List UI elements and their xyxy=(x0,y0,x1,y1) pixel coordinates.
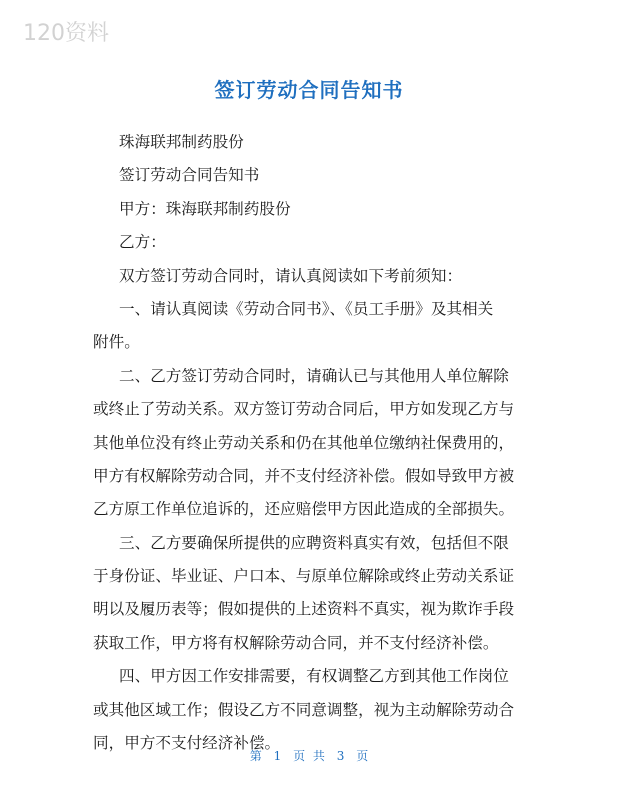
text-line: 同，甲方不支付经济补偿。 xyxy=(93,734,281,753)
text-line: 签订劳动合同告知书 xyxy=(119,166,260,185)
text-line: 于身份证、毕业证、户口本、与原单位解除或终止劳动关系证 xyxy=(93,567,515,586)
footer-total-pages: 3 xyxy=(336,749,345,763)
text-line: 明以及履历表等；假如提供的上述资料不真实，视为欺诈手段 xyxy=(93,600,515,619)
footer-middle: 页 共 xyxy=(293,749,325,763)
text-line: 三、乙方要确保所提供的应聘资料真实有效，包括但不限 xyxy=(119,533,509,552)
page-footer xyxy=(0,747,618,764)
text-line: 乙方： xyxy=(119,233,166,252)
watermark: 120资料 xyxy=(23,21,109,46)
footer-prefix: 第 xyxy=(249,749,262,763)
document-body xyxy=(93,126,526,760)
footer-page-number: 1 xyxy=(273,749,282,763)
text-line: 其他单位没有终止劳动关系和仍在其他单位缴纳社保费用的， xyxy=(93,433,515,452)
text-line: 甲方：珠海联邦制药股份 xyxy=(119,199,291,218)
document-title: 签订劳动合同告知书 xyxy=(214,78,404,102)
footer-suffix: 页 xyxy=(356,749,369,763)
text-line: 乙方原工作单位追诉的，还应赔偿甲方因此造成的全部损失。 xyxy=(93,500,515,519)
text-line: 附件。 xyxy=(93,333,140,352)
text-line: 一、请认真阅读《劳动合同书》、《员工手册》及其相关 xyxy=(119,299,494,318)
text-line: 二、乙方签订劳动合同时，请确认已与其他用人单位解除 xyxy=(119,366,509,385)
text-line: 或终止了劳动关系。双方签订劳动合同后，甲方如发现乙方与 xyxy=(93,400,515,419)
text-line: 或其他区域工作；假设乙方不同意调整，视为主动解除劳动合 xyxy=(93,700,515,719)
text-line: 获取工作，甲方将有权解除劳动合同，并不支付经济补偿。 xyxy=(93,633,499,652)
text-line: 双方签订劳动合同时，请认真阅读如下考前须知： xyxy=(119,266,463,285)
text-line: 珠海联邦制药股份 xyxy=(119,133,244,151)
text-line: 四、甲方因工作安排需要，有权调整乙方到其他工作岗位 xyxy=(119,667,509,686)
text-line: 甲方有权解除劳动合同，并不支付经济补偿。假如导致甲方被 xyxy=(93,466,515,485)
